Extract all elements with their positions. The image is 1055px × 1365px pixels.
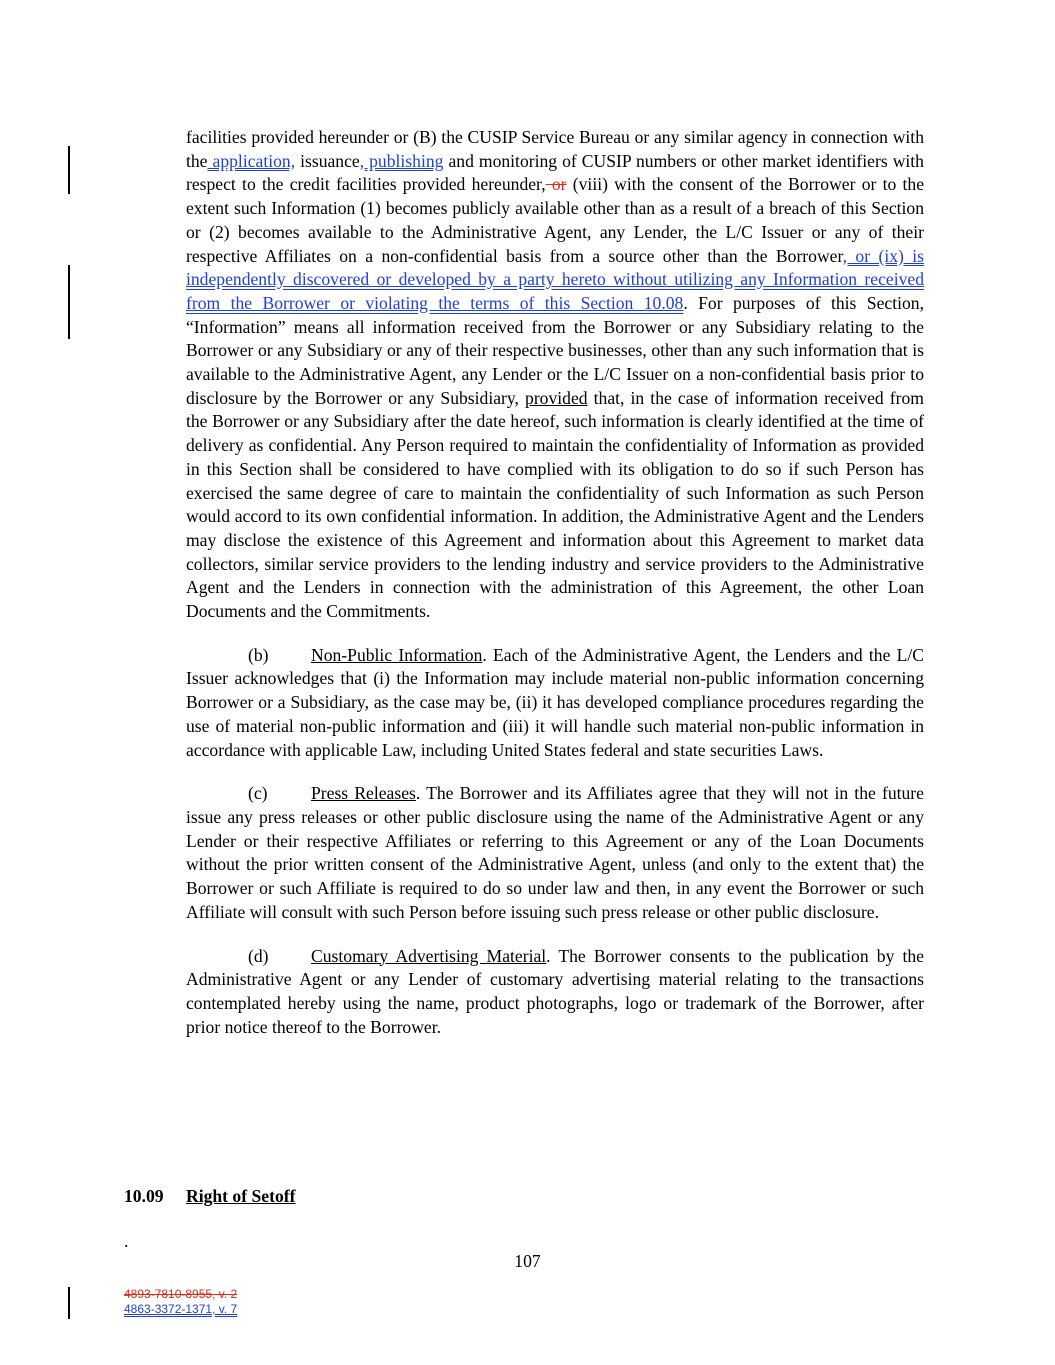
subsection-title: Customary Advertising Material: [311, 945, 547, 966]
change-bar: [68, 146, 70, 194]
subsection-label: (b): [248, 644, 269, 665]
change-bar: [68, 265, 70, 339]
change-bar: [68, 1287, 70, 1319]
inserted-doc-id: 4863-3372-1371, v. 7: [124, 1302, 238, 1316]
section-title: Right of Setoff: [186, 1186, 296, 1206]
page-number: 107: [514, 1251, 541, 1271]
subsection-title: Non-Public Information: [311, 644, 483, 665]
underlined-term: provided: [525, 387, 588, 408]
inserted-text: , or (ix) is independently discovered or developed by a party hereto without utilizing any Information received from the Borrower or violating the terms of this Section 10.08: [186, 245, 924, 313]
inserted-text: application,: [207, 150, 296, 171]
subsection-label: (c): [248, 783, 268, 804]
subsection-b: (b) Non-Public Information. Each of the Administrative Agent, the Lenders and the L/C Issuer acknowledges that (i) the Information may include material non-public information concerning Borrower or a Subsidiary, as the case may be, (ii) it has developed compliance procedures regarding the use of material non-public information and (iii) it will handle such material non-public information in accordance with applicable Law, including United States federal and state securities Laws.: [186, 644, 924, 760]
stray-dot: .: [124, 1231, 129, 1251]
deleted-doc-id: 4893-7810-8955, v. 2: [124, 1287, 238, 1301]
subsection-title: Press Releases: [311, 783, 416, 804]
paragraph-confidentiality: facilities provided hereunder or (B) the CUSIP Service Bureau or any similar agency in connection with the application, issuance, publishing and monitoring of CUSIP numbers or other market identifiers with respect to the credit facilities provided hereunder, or (viii) with the consent of the Borrower or to the extent such Information (1) becomes publicly available other than as a result of a breach of this Section or (2) becomes available to the Administrative Agent, any Lender, the L/C Issuer or any of their respective Affiliates on a non-confidential basis from a source other than the Borrower, or (ix) is independently discovered or developed by a party hereto without utilizing any Information received from the Borrower or violating the terms of this Section 10.08. For purposes of this Section, “Information” means all information received from the Borrower or any Subsidiary relating to the Borrower or any Subsidiary or any of their respective businesses, other than any such information that is available to the Administrative Agent, any Lender or the L/C Issuer on a non-confidential basis prior to disclosure by the Borrower or any Subsidiary, provided that, in the case of information received from the Borrower or any Subsidiary after the date hereof, such information is clearly identified at the time of delivery as confidential. Any Person required to maintain the confidentiality of Information as provided in this Section shall be considered to have complied with its obligation to do so if such Person has exercised the same degree of care to maintain the confidentiality of such Information as such Person would accord to its own confidential information. In addition, the Administrative Agent and the Lenders may disclose the existence of this Agreement and information about this Agreement to market data collectors, similar service providers to the lending industry and service providers to the Administrative Agent and the Lenders in connection with the administration of this Agreement, the other Loan Documents and the Commitments.: [186, 127, 925, 622]
section-heading: [124, 1184, 295, 1208]
section-number: 10.09: [124, 1186, 164, 1206]
body-text: [186, 126, 924, 1039]
inserted-text: , publishing: [359, 150, 444, 171]
deleted-text: or: [545, 174, 567, 195]
subsection-d: (d) Customary Advertising Material. The Borrower consents to the publication by the Administrative Agent or any Lender of customary advertising material relating to the transactions contemplated hereby using the name, product photographs, logo or trademark of the Borrower, after prior notice thereof to the Borrower.: [186, 945, 924, 1037]
subsection-label: (d): [248, 945, 269, 966]
subsection-c: (c) Press Releases. The Borrower and its Affiliates agree that they will not in the future issue any press releases or other public disclosure using the name of the Administrative Agent or any Lender or their respective Affiliates or referring to this Agreement or any of the Loan Documents without the prior written consent of the Administrative Agent, unless (and only to the extent that) the Borrower or such Affiliate is required to do so under law and then, in any event the Borrower or such Affiliate will consult with such Person before issuing such press release or other public disclosure.: [186, 783, 924, 922]
document-id-footer: [124, 1287, 237, 1317]
